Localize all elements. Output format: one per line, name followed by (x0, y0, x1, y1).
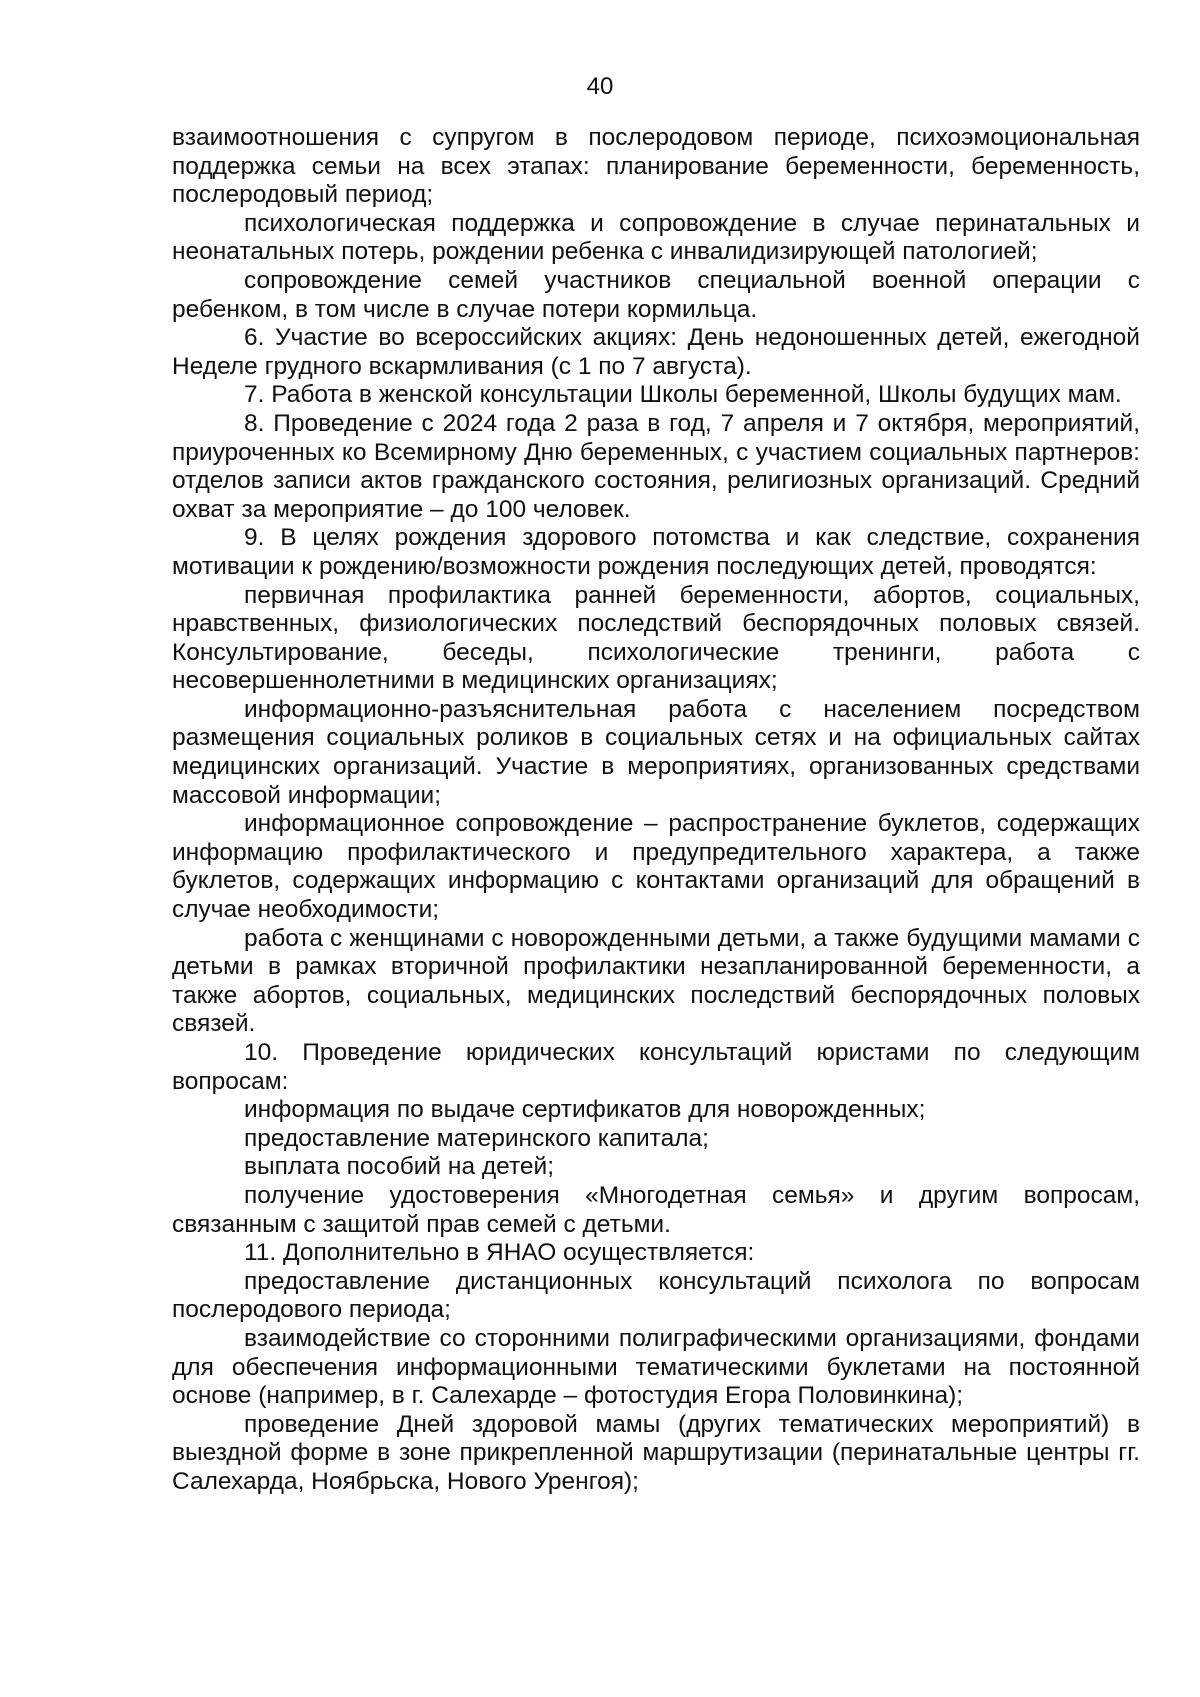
paragraph: предоставление дистанционных консультаций психолога по вопросам послеродового периода; (172, 1267, 1140, 1324)
paragraph: 9. В целях рождения здорового потомства и как следствие, сохранения мотивации к рождению/возможности рождения последующих детей, проводятся: (172, 524, 1140, 580)
paragraph: взаимодействие со сторонними полиграфическими организациями, фондами для обеспечения информационными тематическими буклетами на постоянной основе (например, в г. Салехарде – фотостудия Егора Половинкина); (172, 1324, 1140, 1410)
paragraph: информационно-разъяснительная работа с населением посредством размещения социальных роликов в социальных сетях и на официальных сайтах медицинских организаций. Участие в мероприятиях, организованных средствами массовой информации; (172, 695, 1140, 809)
paragraph: проведение Дней здоровой мамы (других тематических мероприятий) в выездной форме в зоне прикрепленной маршрутизации (перинатальные центры гг. Салехарда, Ноябрьска, Нового Уренгоя); (172, 1410, 1140, 1495)
paragraph: информация по выдаче сертификатов для новорожденных; (244, 1096, 926, 1124)
paragraph: получение удостоверения «Многодетная семья» и другим вопросам, связанным с защитой прав семей с детьми. (172, 1181, 1140, 1238)
paragraph: 8. Проведение с 2024 года 2 раза в год, 7 апреля и 7 октября, мероприятий, приуроченных ко Всемирному Дню беременных, с участием социальных партнеров: отделов записи актов гражданского состояния, религиозных организаций. Средний охват за мероприятие – до 100 человек. (172, 409, 1140, 523)
paragraph: взаимоотношения с супругом в послеродовом периоде, психоэмоциональная поддержка семьи на всех этапах: планирование беременности, беременность, послеродовый период; (172, 124, 1140, 209)
paragraph: выплата пособий на детей; (244, 1153, 555, 1181)
paragraph: работа с женщинами с новорожденными детьми, а также будущими мамами с детьми в рамках вторичной профилактики незапланированной беременности, а также абортов, социальных, медицинских последствий беспорядочных половых связей. (172, 924, 1140, 1038)
page-number: 40 (586, 73, 614, 100)
paragraph: 6. Участие во всероссийских акциях: День недоношенных детей, ежегодной Неделе грудного вскармливания (с 1 по 7 августа). (172, 324, 1140, 380)
paragraph: сопровождение семей участников специальной военной операции с ребенком, в том числе в случае потери кормильца. (172, 266, 1140, 323)
paragraph: первичная профилактика ранней беременности, абортов, социальных, нравственных, физиологических последствий беспорядочных половых связей. Консультирование, беседы, психологические тренинги, работа с несовершеннолетними в медицинских организациях; (172, 581, 1140, 695)
paragraph: информационное сопровождение – распространение буклетов, содержащих информацию профилактического и предупредительного характера, а также буклетов, содержащих информацию с контактами организаций для обращений в случае необходимости; (172, 810, 1140, 924)
paragraph: 11. Дополнительно в ЯНАО осуществляется: (244, 1239, 755, 1267)
paragraph: психологическая поддержка и сопровождение в случае перинатальных и неонатальных потерь, рождении ребенка с инвалидизирующей патологией; (172, 209, 1140, 266)
document-body (172, 124, 1140, 1497)
paragraph: 10. Проведение юридических консультаций юристами по следующим вопросам: (172, 1039, 1140, 1095)
paragraph: 7. Работа в женской консультации Школы беременной, Школы будущих мам. (244, 381, 1122, 409)
paragraph: предоставление материнского капитала; (244, 1124, 709, 1152)
